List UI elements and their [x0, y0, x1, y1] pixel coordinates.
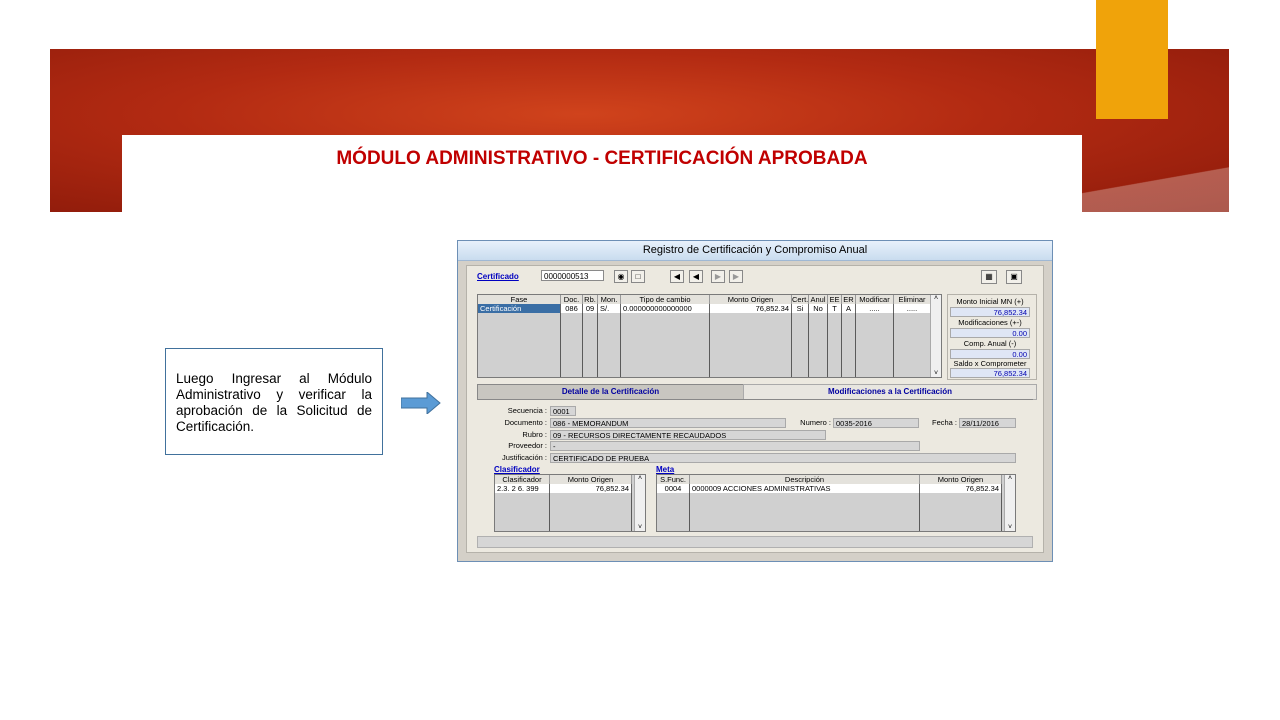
proveedor-label: Proveedor : [508, 441, 547, 450]
grid-line [855, 313, 856, 377]
proveedor-field: - [550, 441, 920, 451]
grid-line [808, 313, 809, 377]
app-window [457, 240, 1053, 562]
modificaciones-value: 0.00 [950, 328, 1030, 338]
cell-anul: No [809, 304, 828, 313]
first-record-icon[interactable]: ◀ [670, 270, 684, 283]
instruction-note [165, 348, 383, 455]
cell-monto-origen: 76,852.34 [920, 484, 1002, 493]
grid-line [893, 313, 894, 377]
cell-modificar-button[interactable]: ..... [856, 304, 894, 313]
scroll-up-icon[interactable]: ˄ [1007, 475, 1013, 482]
col-cert: Cert. [792, 295, 809, 304]
col-er: ER [842, 295, 856, 304]
cell-doc: 086 [561, 304, 583, 313]
col-monto-origen: Monto Origen [920, 475, 1002, 484]
grid-line [549, 493, 550, 531]
rubro-label: Rubro : [522, 430, 547, 439]
col-descripcion: Descripción [690, 475, 920, 484]
cell-monto-origen: 76,852.34 [550, 484, 632, 493]
new-document-icon[interactable]: □ [631, 270, 645, 283]
grid-line [1001, 493, 1002, 531]
col-clasificador: Clasificador [495, 475, 550, 484]
documento-field: 086 - MEMORANDUM [550, 418, 786, 428]
col-anul: Anul [809, 295, 828, 304]
col-ee: EE [828, 295, 842, 304]
cell-rb: 09 [583, 304, 598, 313]
justificacion-field: CERTIFICADO DE PRUEBA [550, 453, 1016, 463]
cell-clasificador: 2.3. 2 6. 399 [495, 484, 550, 493]
col-doc: Doc. [561, 295, 583, 304]
certificado-field[interactable]: 0000000513 [541, 270, 604, 281]
grid-line [919, 493, 920, 531]
numero-label: Numero : [800, 418, 831, 427]
next-record-icon[interactable]: ▶ [711, 270, 725, 283]
monto-inicial-value: 76,852.34 [950, 307, 1030, 317]
grid-line [582, 313, 583, 377]
clasificador-grid [494, 474, 646, 532]
justificacion-label: Justificación : [501, 453, 547, 462]
col-sfunc: S.Func. [657, 475, 690, 484]
rubro-field: 09 - RECURSOS DIRECTAMENTE RECAUDADOS [550, 430, 826, 440]
meta-link[interactable]: Meta [656, 465, 675, 474]
detail-tabs [467, 384, 1043, 398]
cell-ee: T [828, 304, 842, 313]
grid-line [620, 313, 621, 377]
col-monto-origen: Monto Origen [710, 295, 792, 304]
numero-field: 0035-2016 [833, 418, 919, 428]
right-arrow-icon [401, 392, 441, 414]
instruction-text: Luego Ingresar al Módulo Administrativo y verificar la aprobación de la Solicitud de Certificación. [176, 371, 372, 434]
accent-tab [1096, 0, 1168, 119]
cell-tipo-cambio: 0.000000000000000 [621, 304, 710, 313]
summary-panel [947, 294, 1037, 380]
grid-line [709, 313, 710, 377]
exit-icon[interactable]: ▣ [1006, 270, 1022, 284]
previous-record-icon[interactable]: ◀ [689, 270, 703, 283]
cell-descripcion: 0000009 ACCIONES ADMINISTRATIVAS [690, 484, 920, 493]
binoculars-icon[interactable]: ◉ [614, 270, 628, 283]
scroll-up-icon[interactable]: ˄ [933, 295, 939, 302]
title-box [122, 135, 1082, 217]
meta-grid [656, 474, 1016, 532]
export-icon[interactable]: ▦ [981, 270, 997, 284]
grid-line [597, 313, 598, 377]
secuencia-label: Secuencia : [507, 406, 547, 415]
slide-title: MÓDULO ADMINISTRATIVO - CERTIFICACIÓN APROBADA [336, 148, 868, 169]
col-rb: Rb. [583, 295, 598, 304]
saldo-value: 76,852.34 [950, 368, 1030, 378]
modificaciones-label: Modificaciones (+-) [958, 318, 1022, 327]
last-record-icon[interactable]: ▶ [729, 270, 743, 283]
documento-label: Documento : [504, 418, 547, 427]
monto-inicial-label: Monto Inicial MN (+) [956, 297, 1024, 306]
comp-anual-label: Comp. Anual (-) [963, 339, 1017, 348]
grid-line [827, 313, 828, 377]
clasificador-scrollbar[interactable] [634, 475, 645, 531]
col-fase: Fase [478, 295, 561, 304]
saldo-label: Saldo x Comprometer [953, 359, 1027, 368]
fecha-label: Fecha : [931, 418, 957, 427]
certificado-link[interactable]: Certificado [477, 272, 519, 281]
cell-eliminar-button[interactable]: ..... [894, 304, 931, 313]
scroll-down-icon[interactable]: ˅ [933, 370, 939, 377]
grid-line [791, 313, 792, 377]
clasificador-link[interactable]: Clasificador [494, 465, 540, 474]
fecha-field: 28/11/2016 [959, 418, 1016, 428]
col-monto-origen: Monto Origen [550, 475, 632, 484]
certificates-grid [477, 294, 942, 378]
col-modificar: Modificar [856, 295, 894, 304]
col-eliminar: Eliminar [894, 295, 931, 304]
cell-er: A [842, 304, 856, 313]
window-title: Registro de Certificación y Compromiso Anual [458, 241, 1052, 261]
grid-scrollbar[interactable] [930, 295, 941, 377]
scroll-down-icon[interactable]: ˅ [637, 524, 643, 531]
cell-cert: Si [792, 304, 809, 313]
banner-fold [1082, 160, 1229, 216]
scroll-up-icon[interactable]: ˄ [637, 475, 643, 482]
tab-detalle[interactable]: Detalle de la Certificación [477, 384, 744, 400]
grid-line [689, 493, 690, 531]
secuencia-field: 0001 [550, 406, 576, 416]
grid-line [841, 313, 842, 377]
grid-line [631, 493, 632, 531]
cell-mon: S/. [598, 304, 621, 313]
tab-divider [477, 399, 1033, 400]
comp-anual-value: 0.00 [950, 349, 1030, 359]
tab-modificaciones[interactable]: Modificaciones a la Certificación [743, 384, 1037, 400]
status-bar [477, 536, 1033, 548]
cell-monto-origen: 76,852.34 [710, 304, 792, 313]
cell-sfunc: 0004 [657, 484, 690, 493]
col-mon: Mon. [598, 295, 621, 304]
cell-fase[interactable]: Certificación [478, 304, 561, 313]
grid-line [560, 313, 561, 377]
window-body [466, 265, 1044, 553]
col-tipo-cambio: Tipo de cambio [621, 295, 710, 304]
scroll-down-icon[interactable]: ˅ [1007, 524, 1013, 531]
meta-scrollbar[interactable] [1004, 475, 1015, 531]
